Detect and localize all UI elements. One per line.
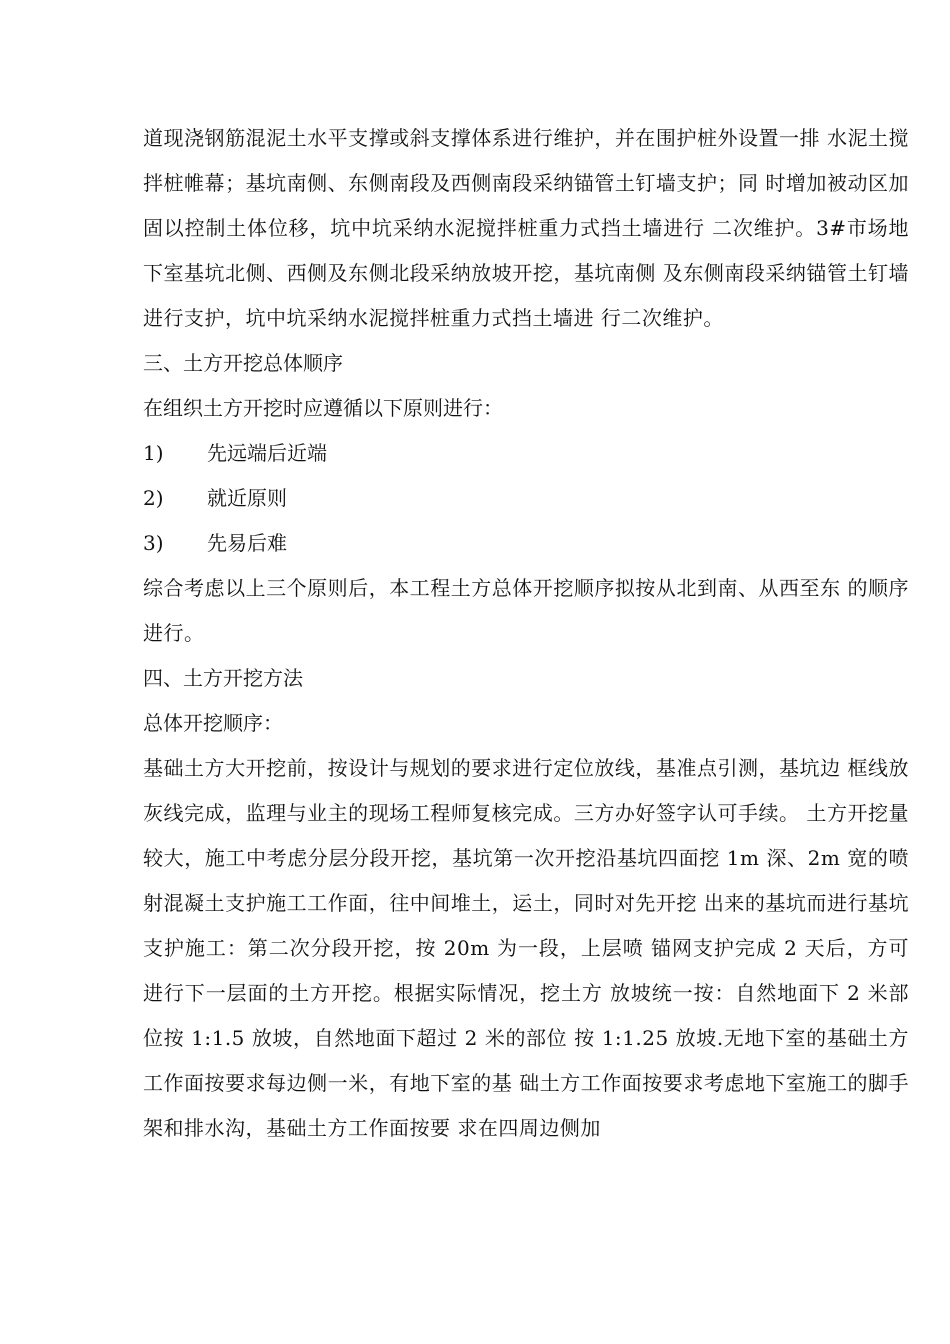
principles-intro: 在组织土方开挖时应遵循以下原则进行： xyxy=(143,396,503,420)
list-text: 就近原则 xyxy=(207,486,287,510)
section-heading-excavation-method: 四、土方开挖方法 xyxy=(143,666,303,690)
list-item xyxy=(143,431,909,476)
document-body xyxy=(143,116,909,1151)
list-text: 先易后难 xyxy=(207,531,287,555)
list-number: 3) xyxy=(143,531,164,555)
list-number: 2) xyxy=(143,486,164,510)
list-item xyxy=(143,521,909,566)
section-heading-excavation-sequence: 三、土方开挖总体顺序 xyxy=(143,351,343,375)
sub-heading-overall-order: 总体开挖顺序： xyxy=(143,711,283,735)
list-text: 先远端后近端 xyxy=(207,441,327,465)
list-number: 1) xyxy=(143,441,164,465)
list-item xyxy=(143,476,909,521)
paragraph-support-system: 道现浇钢筋混泥土水平支撑或斜支撑体系进行维护，并在围护桩外设置一排 水泥土搅拌桩帷幕；基坑南侧、东侧南段及西侧南段采纳锚管土钉墙支护；同 时增加被动区加固以控制土体位移，坑中坑采纳水泥搅拌桩重力式挡土墙进行 二次维护。3#市场地下室基坑北侧、西侧及东侧北段采纳放坡开挖，基坑南侧 及东侧南段采纳锚管土钉墙进行支护，坑中坑采纳水泥搅拌桩重力式挡土墙进 行二次维护。 xyxy=(143,126,909,330)
paragraph-excavation-details: 基础土方大开挖前，按设计与规划的要求进行定位放线，基准点引测，基坑边 框线放灰线完成，监理与业主的现场工程师复核完成。三方办好签字认可手续。 土方开挖量较大，施工中考虑分层分段开挖，基坑第一次开挖沿基坑四面挖 1m 深、2m 宽的喷射混凝土支护施工工作面，往中间堆土，运土，同时对先开挖 出来的基坑而进行基坑支护施工：第二次分段开挖，按 20m 为一段，上层喷 锚网支护完成 2 天后，方可进行下一层面的土方开挖。根据实际情况，挖土方 放坡统一按：自然地面下 2 米部位按 1:1.5 放坡，自然地面下超过 2 米的部位 按 1:1.25 放坡.无地下室的基础土方工作面按要求每边侧一米，有地下室的基 础土方工作面按要求考虑地下室施工的脚手架和排水沟，基础土方工作面按要 求在四周边侧加 xyxy=(143,756,909,1140)
paragraph-overall-sequence: 综合考虑以上三个原则后，本工程土方总体开挖顺序拟按从北到南、从西至东 的顺序进行。 xyxy=(143,576,909,645)
